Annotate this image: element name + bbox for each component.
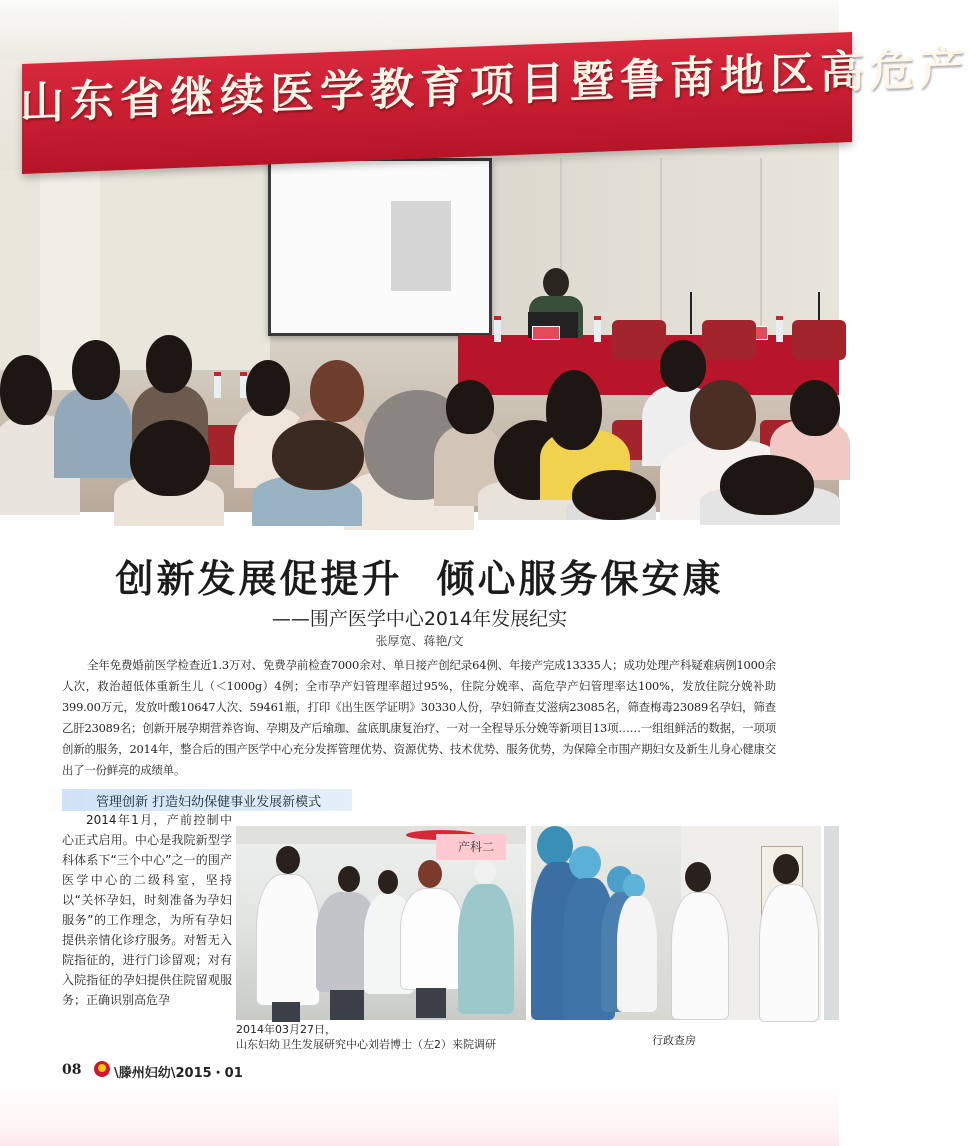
name-card xyxy=(532,326,560,340)
banner-text: 山东省继续医学教育项目暨鲁南地区高危产 xyxy=(20,42,970,130)
caption-1-date: 2014年03月27日， xyxy=(236,1023,336,1036)
projection-screen xyxy=(268,158,492,336)
article-title xyxy=(0,548,839,603)
article-author: 张厚宽、蒋艳/文 xyxy=(375,634,464,648)
chair xyxy=(702,320,756,360)
journal-name: \滕州妇幼\2015・01 xyxy=(114,1066,243,1081)
lead-paragraph: 全年免费婚前医学检查近1.3万对、免费孕前检查7000余对、单日接产创纪录64例、年接产完成13335人；成功处理产科疑难病例1000余人次，救治超低体重新生儿（＜1000g）4例；全市孕产妇管理率超过95%，住院分娩率、高危孕产妇管理率达100%，发放住院分娩补助399.00万元，发放叶酸10647人次、59461瓶，打印《出生医学证明》30330人份，孕妇筛查艾滋病23085名，筛查梅毒23089名孕妇，筛查乙肝23089名；创新开展孕期营养咨询、孕期及产后瑜珈、盆底肌康复治疗、一对一全程导乐分娩等新项目13项……一组组鲜活的数据，一项项创新的服务，2014年，整合后的围产医学中心充分发挥管理优势、资源优势、技术优势、服务优势，为保障全市围产期妇女及新生儿身心健康交出了一份鲜亮的成绩单。 xyxy=(62,658,776,777)
section-heading xyxy=(62,789,352,811)
section-heading-text: 管理创新 打造妇幼保健事业发展新模式 xyxy=(96,795,322,810)
water-bottle xyxy=(594,316,601,342)
photo-ward-round xyxy=(531,826,821,1020)
chair xyxy=(792,320,846,360)
wall-panel-line xyxy=(660,158,662,338)
caption-1-text: 山东妇幼卫生发展研究中心刘岩博士（左2）来院调研 xyxy=(236,1038,496,1051)
water-bottle xyxy=(776,316,783,342)
page-number: 08 xyxy=(62,1062,82,1078)
wall-panel-line xyxy=(760,158,762,338)
water-bottle xyxy=(214,372,221,398)
page-footer xyxy=(0,1080,839,1146)
photo-caption-2: 行政查房 xyxy=(652,1034,696,1047)
photo-partial xyxy=(824,826,839,1020)
photo-visit xyxy=(236,826,526,1020)
body-paragraph: 2014年1月，产前控制中心正式启用。中心是我院新型学科体系下“三个中心”之一的围产医学中心的二级科室，坚持以“关怀孕妇，时刻准备为孕妇服务”的工作理念，为所有孕妇提供亲情化诊疗服务。对暂无入院指征的，进行门诊留观；对有入院指征的孕妇提供住院留观服务；正确识别高危孕 xyxy=(62,813,232,1007)
article-subtitle: ——围产医学中心2014年发展纪实 xyxy=(271,608,568,630)
body-column xyxy=(62,810,232,1010)
ward-sign xyxy=(436,834,506,860)
ward-sign-text: 产科二 xyxy=(458,840,495,854)
microphone xyxy=(690,292,692,334)
title-part-1: 创新发展促提升 xyxy=(115,556,403,601)
photo-caption-1 xyxy=(236,1022,536,1052)
hero-photo xyxy=(0,0,970,512)
title-part-2: 倾心服务保安康 xyxy=(436,556,724,601)
journal-logo-icon xyxy=(94,1061,110,1077)
chair xyxy=(612,320,666,360)
water-bottle xyxy=(494,316,501,342)
